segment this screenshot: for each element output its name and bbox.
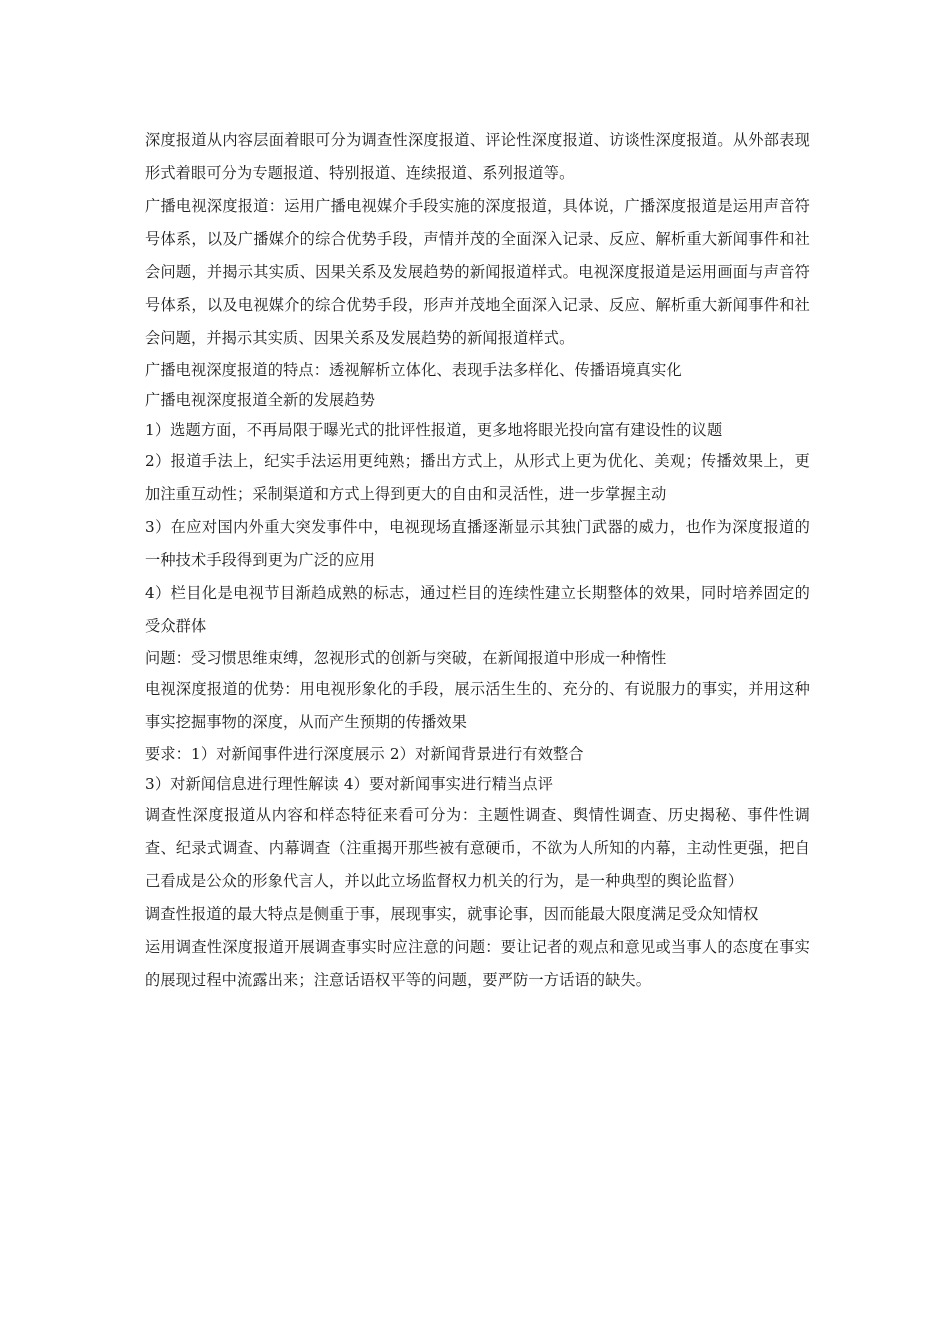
paragraph-investigative-feature: 调查性报道的最大特点是侧重于事，展现事实，就事论事，因而能最大限度满足受众知情权 — [145, 905, 759, 923]
paragraph-broadcast-definition: 广播电视深度报道：运用广播电视媒介手段实施的深度报道，具体说，广播深度报道是运用声音符号体系，以及广播媒介的综合优势手段，声情并茂的全面深入记录、反应、解析重大新闻事件和社会问题，并揭示其实质、因果关系及发展趋势的新闻报道样式。电视深度报道是运用画面与声音符号体系，以及电视媒介的综合优势手段，形声并茂地全面深入记录、反应、解析重大新闻事件和社会问题，并揭示其实质、因果关系及发展趋势的新闻报道样式。 — [145, 197, 810, 347]
list-item-trend-3: 3）在应对国内外重大突发事件中，电视现场直播逐渐显示其独门武器的威力，也作为深度报道的一种技术手段得到更为广泛的应用 — [145, 518, 810, 569]
paragraph-trends-heading: 广播电视深度报道全新的发展趋势 — [145, 391, 376, 409]
list-item-trend-1: 1）选题方面，不再局限于曝光式的批评性报道，更多地将眼光投向富有建设性的议题 — [145, 421, 723, 439]
paragraph-problem: 问题：受习惯思维束缚，忽视形式的创新与突破，在新闻报道中形成一种惰性 — [145, 649, 667, 667]
document-body — [145, 124, 810, 997]
paragraph-investigative-issues: 运用调查性深度报道开展调查事实时应注意的问题：要让记者的观点和意见或当事人的态度在事实的展现过程中流露出来；注意话语权平等的问题，要严防一方话语的缺失。 — [145, 938, 810, 989]
paragraph-features: 广播电视深度报道的特点：透视解析立体化、表现手法多样化、传播语境真实化 — [145, 361, 682, 379]
list-item-trend-2: 2）报道手法上，纪实手法运用更纯熟；播出方式上，从形式上更为优化、美观；传播效果上，更加注重互动性；采制渠道和方式上得到更大的自由和灵活性，进一步掌握主动 — [145, 452, 810, 503]
paragraph-tv-advantage: 电视深度报道的优势：用电视形象化的手段，展示活生生的、充分的、有说服力的事实，并用这种事实挖掘事物的深度，从而产生预期的传播效果 — [145, 680, 810, 731]
paragraph-investigative-types: 调查性深度报道从内容和样态特征来看可分为：主题性调查、舆情性调查、历史揭秘、事件性调查、纪录式调查、内幕调查（注重揭开那些被有意硬币，不欲为人所知的内幕，主动性更强，把自己看成是公众的形象代言人，并以此立场监督权力机关的行为，是一种典型的舆论监督） — [145, 806, 810, 890]
paragraph-requirements-2: 3）对新闻信息进行理性解读 4）要对新闻事实进行精当点评 — [145, 775, 554, 793]
list-item-trend-4: 4）栏目化是电视节目渐趋成熟的标志，通过栏目的连续性建立长期整体的效果，同时培养固定的受众群体 — [145, 584, 810, 635]
paragraph-report-classification: 深度报道从内容层面着眼可分为调查性深度报道、评论性深度报道、访谈性深度报道。从外部表现形式着眼可分为专题报道、特别报道、连续报道、系列报道等。 — [145, 131, 810, 182]
paragraph-requirements-1: 要求：1）对新闻事件进行深度展示 2）对新闻背景进行有效整合 — [145, 745, 584, 763]
